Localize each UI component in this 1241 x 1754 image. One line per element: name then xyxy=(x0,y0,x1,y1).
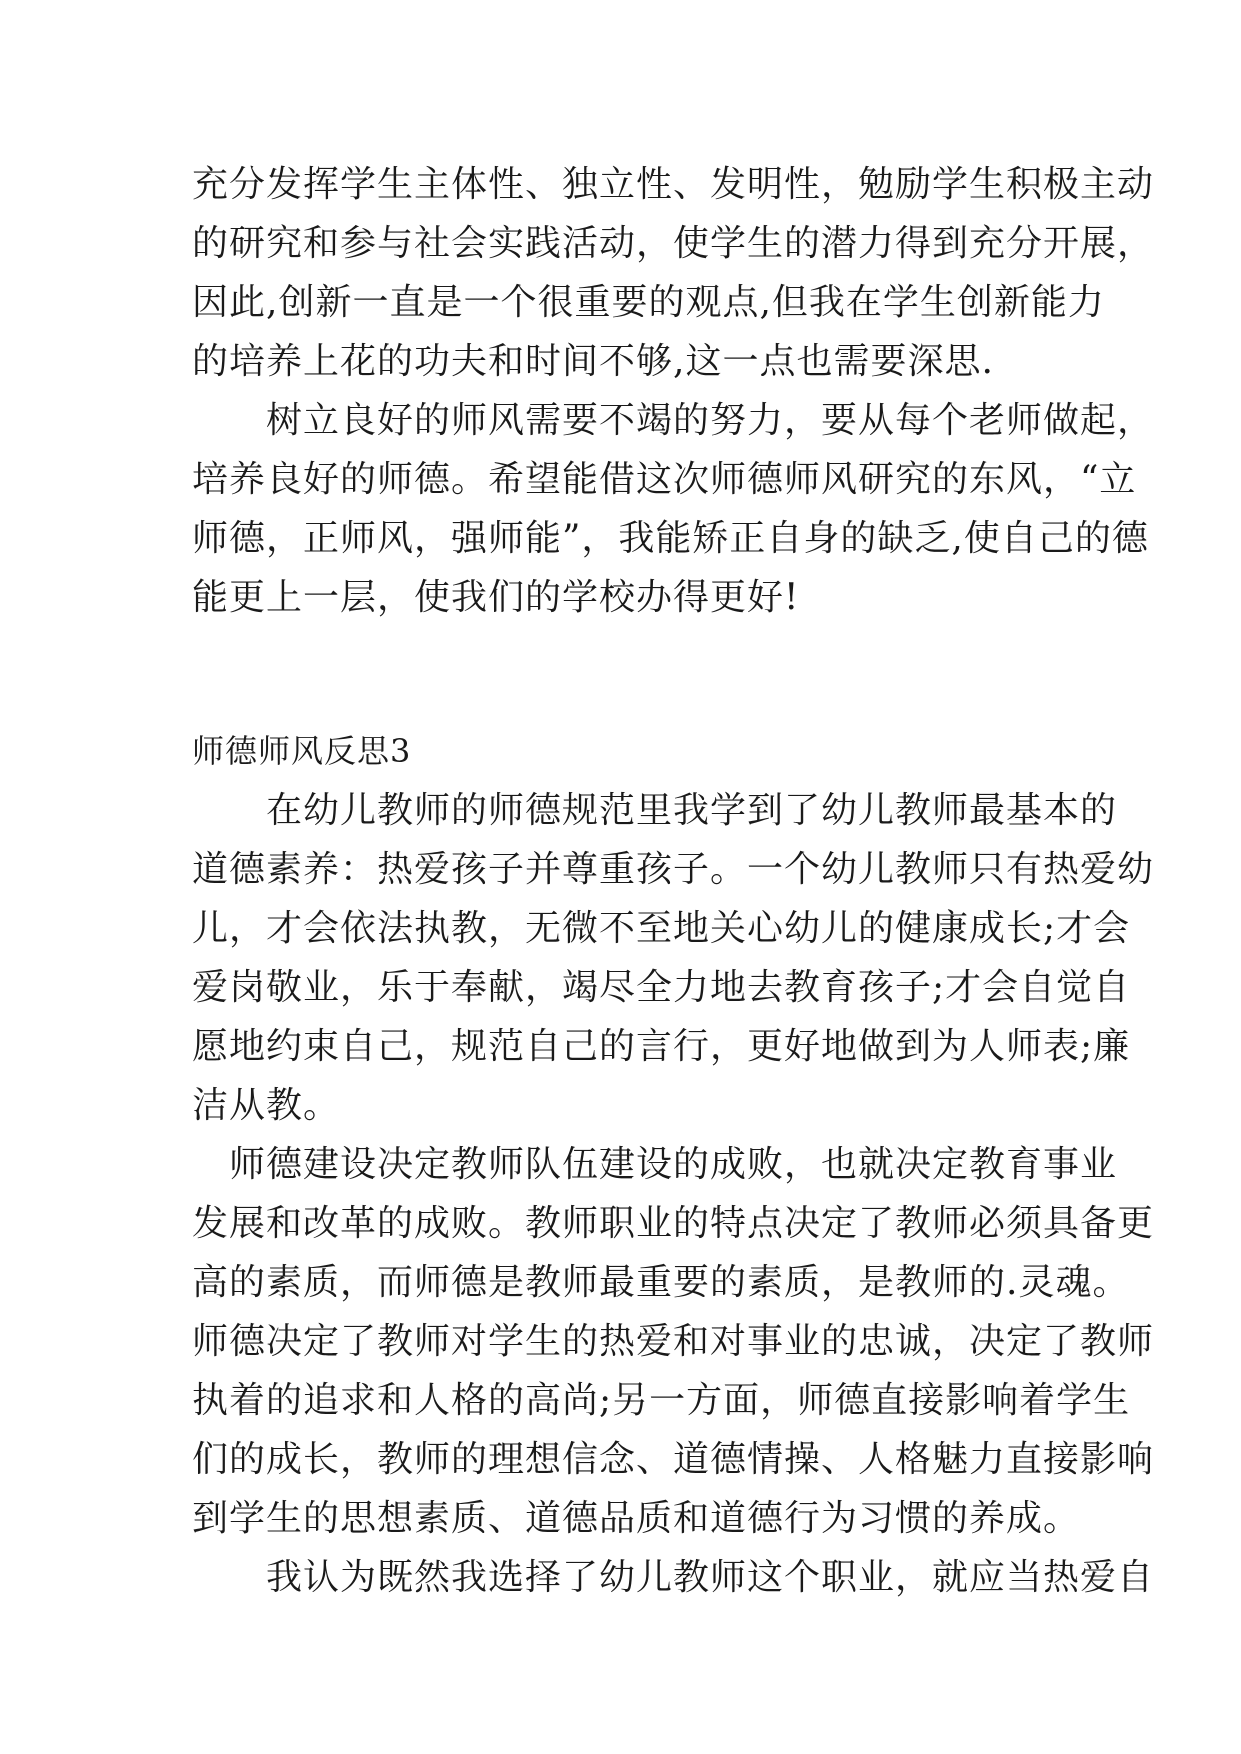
text-line: 洁从教。 xyxy=(192,1085,341,1126)
text-line: 培养良好的师德。希望能借这次师德师风研究的东风，“立 xyxy=(192,459,1137,500)
text-line: 们的成长，教师的理想信念、道德情操、人格魅力直接影响 xyxy=(192,1439,1155,1480)
text-line: 师德决定了教师对学生的热爱和对事业的忠诚，决定了教师 xyxy=(192,1321,1155,1362)
paragraph-2 xyxy=(192,391,1155,627)
text-line: 发展和改革的成败。教师职业的特点决定了教师必须具备更 xyxy=(192,1203,1155,1244)
text-line: 愿地约束自己，规范自己的言行，更好地做到为人师表;廉 xyxy=(192,1026,1131,1067)
paragraph-1 xyxy=(192,155,1155,391)
text-line: 我认为既然我选择了幼儿教师这个职业，就应当热爱自 xyxy=(192,1557,1155,1598)
section-spacer xyxy=(192,627,1072,722)
text-line: 的培养上花的功夫和时间不够,这一点也需要深思. xyxy=(192,341,994,382)
section-heading: 师德师风反思3 xyxy=(192,732,412,770)
text-line: 充分发挥学生主体性、独立性、发明性，勉励学生积极主动 xyxy=(192,164,1155,205)
text-line: 树立良好的师风需要不竭的努力，要从每个老师做起， xyxy=(192,400,1155,441)
text-line: 师德建设决定教师队伍建设的成败，也就决定教育事业 xyxy=(192,1144,1118,1185)
text-line: 爱岗敬业，乐于奉献，竭尽全力地去教育孩子;才会自觉自 xyxy=(192,967,1131,1008)
paragraph-3 xyxy=(192,781,1155,1135)
text-line: 儿，才会依法执教，无微不至地关心幼儿的健康成长;才会 xyxy=(192,908,1131,949)
text-line: 因此,创新一直是一个很重要的观点,但我在学生创新能力 xyxy=(192,282,1105,323)
document-body xyxy=(192,155,1155,1607)
text-line: 在幼儿教师的师德规范里我学到了幼儿教师最基本的 xyxy=(192,790,1118,831)
text-line: 道德素养：热爱孩子并尊重孩子。一个幼儿教师只有热爱幼 xyxy=(192,849,1155,890)
paragraph-4 xyxy=(192,1135,1155,1548)
paragraph-5 xyxy=(192,1548,1155,1607)
text-line: 能更上一层，使我们的学校办得更好! xyxy=(192,577,800,618)
text-line: 执着的追求和人格的高尚;另一方面，师德直接影响着学生 xyxy=(192,1380,1131,1421)
text-line: 到学生的思想素质、道德品质和道德行为习惯的养成。 xyxy=(192,1498,1081,1539)
text-line: 师德，正师风，强师能”，我能矫正自身的缺乏,使自己的德 xyxy=(192,518,1149,559)
text-line: 的研究和参与社会实践活动，使学生的潜力得到充分开展， xyxy=(192,223,1155,264)
text-line: 高的素质，而师德是教师最重要的素质，是教师的.灵魂。 xyxy=(192,1262,1130,1303)
